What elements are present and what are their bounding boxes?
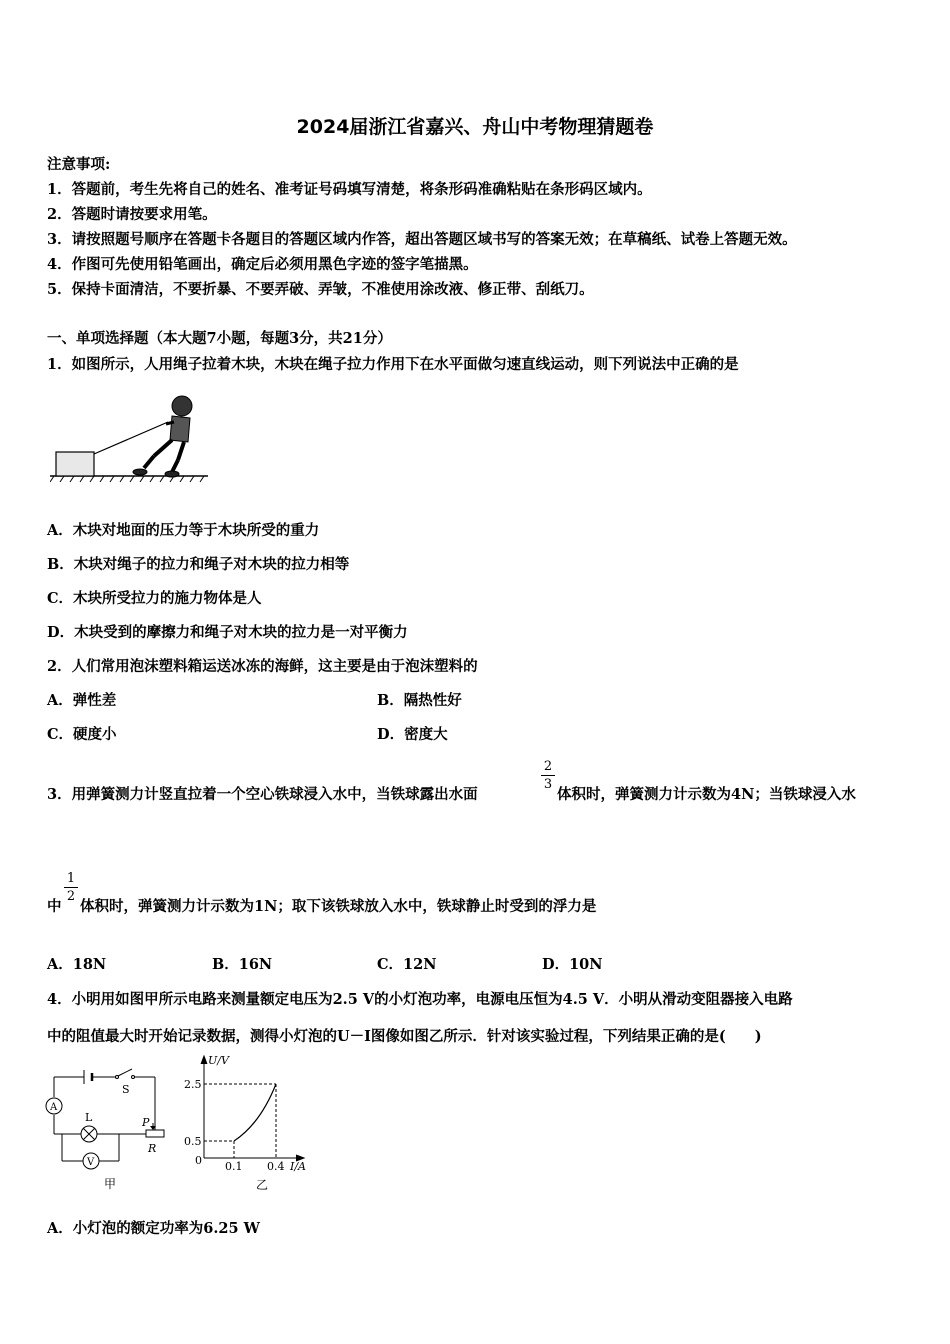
battery-symbol — [84, 1070, 92, 1084]
q4-option-a: A．小灯泡的额定功率为6.25 W — [47, 1220, 260, 1237]
fraction-numerator: 2 — [543, 759, 553, 774]
notice-item-1: 1．答题前，考生先将自己的姓名、准考证号码填写清楚，将条形码准确粘贴在条形码区域内。 — [47, 181, 652, 198]
q2-option-a: A．弹性差 — [47, 692, 117, 709]
q1-stem: 1．如图所示，人用绳子拉着木块，木块在绳子拉力作用下在水平面做匀速直线运动，则下列说法中正确的是 — [47, 356, 739, 373]
notice-item-5: 5．保持卡面清洁，不要折暴、不要弄破、弄皱，不准使用涂改液、修正带、刮纸刀。 — [47, 281, 594, 298]
q1-option-c: C．木块所受拉力的施力物体是人 — [47, 590, 262, 607]
q3-option-d: D．10N — [542, 956, 603, 973]
lamp-symbol — [81, 1126, 97, 1142]
q2-stem: 2．人们常用泡沫塑料箱运送冰冻的海鲜，这主要是由于泡沫塑料的 — [47, 658, 478, 675]
rheostat-label: R — [148, 1142, 157, 1155]
ui-curve — [234, 1084, 276, 1141]
person — [133, 396, 192, 477]
q3-fraction-two-thirds — [541, 759, 555, 792]
q3-option-b: B．16N — [212, 956, 273, 973]
lamp-label: L — [85, 1111, 93, 1124]
ground-hatch — [50, 476, 204, 482]
q2-option-b: B．隔热性好 — [377, 692, 462, 709]
switch-label: S — [122, 1083, 130, 1096]
q1-option-a: A．木块对地面的压力等于木块所受的重力 — [47, 522, 320, 539]
section-heading: 一、单项选择题（本大题7小题，每题3分，共21分） — [47, 330, 392, 347]
q3-fraction-one-half — [64, 871, 78, 904]
graph-caption: 乙 — [256, 1178, 269, 1192]
q3-option-c: C．12N — [377, 956, 437, 973]
circuit-caption: 甲 — [104, 1177, 117, 1191]
q4-ui-graph — [180, 1050, 315, 1195]
fraction-denominator: 3 — [543, 777, 553, 792]
q3-stem-part1: 3．用弹簧测力计竖直拉着一个空心铁球浸入水中，当铁球露出水面 — [47, 786, 478, 803]
x-axis-label: I/A — [290, 1160, 306, 1173]
wood-block — [56, 452, 94, 476]
y-axis-label: U/V — [208, 1054, 229, 1067]
origin-label: 0 — [195, 1154, 202, 1167]
notice-heading: 注意事项: — [47, 156, 111, 173]
q1-figure — [50, 392, 210, 484]
q1-option-b: B．木块对绳子的拉力和绳子对木块的拉力相等 — [47, 556, 350, 573]
ammeter-symbol — [46, 1098, 62, 1114]
ammeter-label: A — [50, 1102, 58, 1113]
notice-item-4: 4．作图可先使用铅笔画出，确定后必须用黑色字迹的签字笔描黑。 — [47, 256, 478, 273]
q2-option-c: C．硬度小 — [47, 726, 117, 743]
q4-circuit-diagram — [40, 1066, 170, 1194]
fraction-numerator: 1 — [66, 871, 76, 886]
q3-option-a: A．18N — [47, 956, 107, 973]
q3-stem-part4: 体积时，弹簧测力计示数为1N；取下该铁球放入水中，铁球静止时受到的浮力是 — [80, 898, 597, 915]
fraction-bar — [64, 887, 78, 888]
q2-option-d: D．密度大 — [377, 726, 448, 743]
switch-symbol — [116, 1069, 135, 1079]
fraction-bar — [541, 775, 555, 776]
q1-option-d: D．木块受到的摩擦力和绳子对木块的拉力是一对平衡力 — [47, 624, 408, 641]
q3-stem-part2: 体积时，弹簧测力计示数为4N；当铁球浸入水 — [557, 786, 856, 803]
notice-item-2: 2．答题时请按要求用笔。 — [47, 206, 217, 223]
y-tick-0-5: 0.5 — [184, 1135, 202, 1148]
voltmeter-symbol — [83, 1153, 99, 1169]
fraction-denominator: 2 — [66, 889, 76, 904]
notice-item-3: 3．请按照题号顺序在答题卡各题目的答题区域内作答，超出答题区域书写的答案无效；在草稿纸、试卷上答题无效。 — [47, 231, 797, 248]
exam-title: 2024届浙江省嘉兴、舟山中考物理猜题卷 — [296, 116, 654, 138]
x-tick-0-1: 0.1 — [225, 1160, 243, 1173]
slider-label: P — [142, 1116, 150, 1129]
q3-stem-part3: 中 — [47, 898, 62, 915]
voltmeter-label: V — [87, 1157, 95, 1168]
q4-stem-line2: 中的阻值最大时开始记录数据，测得小灯泡的U－I图像如图乙所示．针对该实验过程，下列结果正确的是( ) — [47, 1028, 762, 1045]
q4-stem-line1: 4．小明用如图甲所示电路来测量额定电压为2.5 V的小灯泡功率，电源电压恒为4.5 V．小明从滑动变阻器接入电路 — [47, 991, 793, 1008]
rope — [94, 422, 168, 454]
y-tick-2-5: 2.5 — [184, 1078, 202, 1091]
x-tick-0-4: 0.4 — [267, 1160, 285, 1173]
